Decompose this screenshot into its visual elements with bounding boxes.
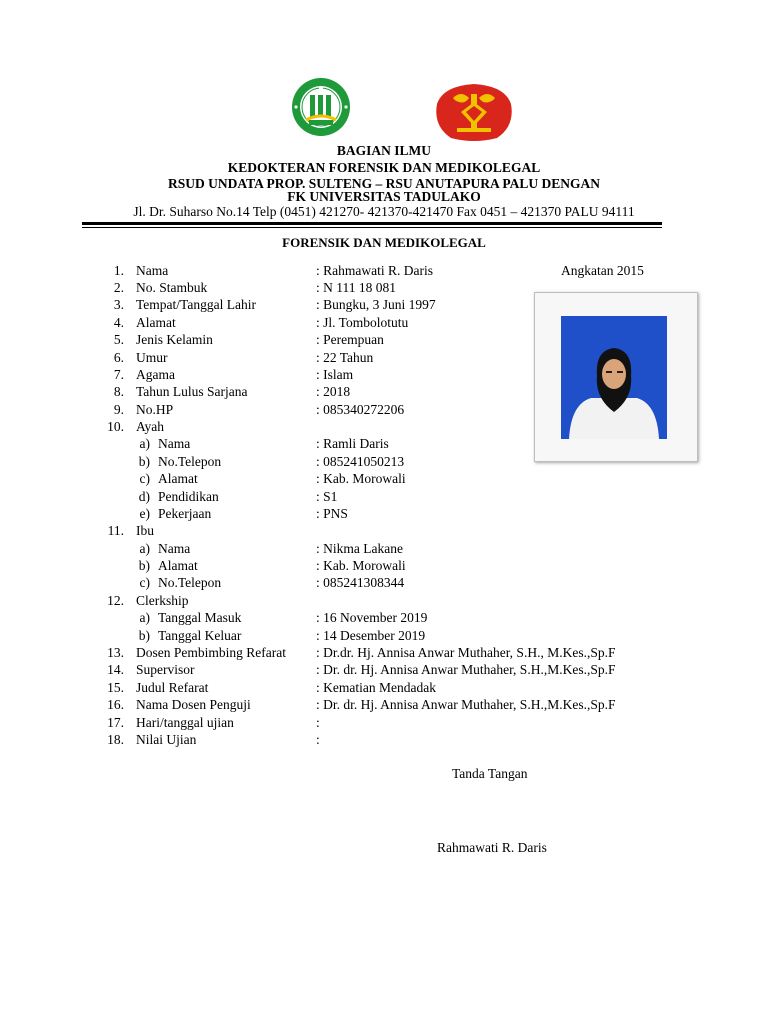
rsud-undata-logo <box>276 76 366 138</box>
header-address: Jl. Dr. Suharso No.14 Telp (0451) 421270- 421370-421470 Fax 0451 – 421370 PALU 94111 <box>133 204 635 219</box>
header-line-4: FK UNIVERSITAS TADULAKO <box>287 189 481 204</box>
header-line-2: KEDOKTERAN FORENSIK DAN MEDIKOLEGAL <box>227 160 541 175</box>
header-line-3: RSUD UNDATA PROP. SULTENG – RSU ANUTAPURA PALU DENGAN <box>168 176 600 191</box>
student-photo <box>561 316 667 439</box>
signature-name: Rahmawati R. Daris <box>437 840 547 855</box>
header-line-1: BAGIAN ILMU <box>336 143 432 158</box>
angkatan-label: Angkatan 2015 <box>561 263 644 278</box>
photo-frame <box>534 292 698 462</box>
person-portrait-icon <box>561 316 667 439</box>
header-divider-thin <box>82 227 662 228</box>
header-divider-thick <box>82 222 662 225</box>
document-subtitle: FORENSIK DAN MEDIKOLEGAL <box>282 235 486 250</box>
header-logos <box>0 76 768 146</box>
signature-label: Tanda Tangan <box>452 766 528 781</box>
fk-untad-logo <box>433 82 515 142</box>
